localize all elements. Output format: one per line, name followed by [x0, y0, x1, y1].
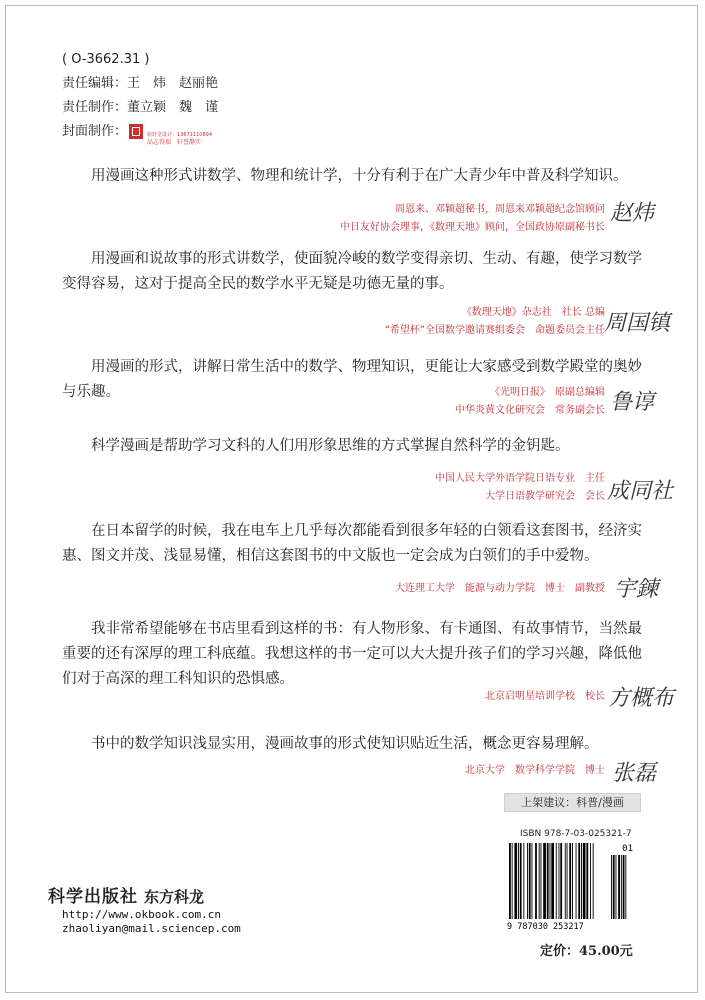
- signature-5: 宇鍊: [614, 577, 659, 602]
- attribution-line: 北京大学 数学科学学院 博士: [465, 765, 605, 776]
- quote-3: 用漫画的形式，讲解日常生活中的数学、物理知识，更能让大家感受到数学殿堂的奥妙与乐趣。: [62, 359, 642, 400]
- barcode-bar: [518, 843, 519, 919]
- quote-1: 用漫画这种形式讲数学、物理和统计学，十分有利于在广大青少年中普及科学知识。: [91, 168, 628, 184]
- attribution-line: “希望杯”全国数学邀请赛组委会 命题委员会主任: [384, 325, 605, 336]
- barcode-bar: [581, 843, 582, 919]
- barcode-addon-bar: [611, 855, 612, 919]
- credits-block: [62, 48, 221, 144]
- barcode-addon-digits: 01: [622, 844, 633, 854]
- barcode-bar: [514, 843, 517, 919]
- attribution-line: 中日友好协会理事，《数理天地》顾问，全国政协原副秘书长: [340, 222, 605, 233]
- barcode-bar: [551, 843, 554, 919]
- cover-design-row: [62, 120, 221, 144]
- editor-label: 责任编辑：: [62, 76, 128, 91]
- editor-names: 王 炜 赵丽艳: [127, 76, 219, 91]
- barcode-bar: [569, 843, 571, 919]
- barcode-bar: [539, 843, 540, 919]
- barcode-bars: [509, 843, 594, 919]
- barcode-bar: [547, 843, 549, 919]
- signature-3: 鲁谆: [610, 390, 655, 415]
- barcode-addon-bar: [616, 855, 617, 919]
- quote-5: 在日本留学的时候，我在电车上几乎每次都能看到很多年轻的白领看这套图书，经济实惠、图文并茂、浅显易懂，相信这套图书的中文版也一定会成为白领们的手中爱物。: [62, 523, 642, 564]
- publisher-url: http://www.okbook.com.cn: [62, 908, 221, 921]
- quote-4: 科学漫画是帮助学习文科的人们用形象思维的方式掌握自然科学的金钥匙。: [91, 438, 570, 454]
- barcode-bar: [593, 843, 594, 919]
- designer-line-1: 铭轩堂设计：13671110894: [147, 132, 213, 138]
- barcode-bar: [512, 843, 513, 919]
- barcode-bar: [572, 843, 573, 919]
- barcode-bar: [565, 843, 566, 919]
- price-label: 定价：45.00元: [540, 944, 633, 959]
- barcode-bar: [543, 843, 546, 919]
- attribution-line: 大连理工大学 能源与动力学院 博士 副教授: [395, 583, 605, 594]
- barcode-bar: [529, 843, 531, 919]
- barcode-addon-bar: [618, 855, 620, 919]
- production-names: 董立颖 魏 谨: [127, 100, 219, 115]
- attribution-2: [385, 304, 605, 340]
- barcode-bar: [559, 843, 560, 919]
- attribution-line: 周恩来、邓颖超秘书，周恩来邓颖超纪念馆顾问: [395, 204, 605, 215]
- barcode-bar: [520, 843, 522, 919]
- signature-7: 张磊: [612, 761, 657, 786]
- editor-row: [62, 72, 221, 96]
- attribution-line: 中国人民大学外语学院日语专业 主任: [435, 473, 605, 484]
- signature-2: 周国镇: [604, 311, 671, 336]
- attribution-line: 北京启明星培训学校 校长: [485, 691, 605, 702]
- designer-line-2: 品志得瑞 轩誉静实: [147, 139, 202, 146]
- designer-seal-icon: [129, 124, 143, 139]
- production-label: 责任制作：: [62, 100, 128, 115]
- publisher-logo: [48, 882, 204, 907]
- signature-6: 方概布: [608, 686, 675, 711]
- isbn-barcode: [505, 839, 640, 932]
- barcode-addon-bar: [621, 855, 622, 919]
- barcode-bar: [550, 843, 551, 919]
- attribution-3: [455, 384, 605, 420]
- attribution-1: [340, 201, 605, 237]
- barcode-bar: [578, 843, 580, 919]
- catalog-code: ( O-3662.31 ): [62, 52, 150, 67]
- barcode-addon-bar: [625, 855, 626, 919]
- attribution-line: 中华炎黄文化研究会 常务副会长: [455, 405, 605, 416]
- isbn-text: ISBN 978-7-03-025321-7: [520, 829, 632, 839]
- barcode-bar: [586, 843, 588, 919]
- signature-1: 赵炜: [610, 201, 655, 226]
- attribution-line: 大学日语教学研究会 会长: [485, 491, 605, 502]
- barcode-bar: [590, 843, 591, 919]
- designer-logo: [129, 124, 221, 146]
- barcode-bar: [523, 843, 524, 919]
- publisher-imprint: 东方科龙: [144, 888, 205, 906]
- barcode-bar: [509, 843, 511, 919]
- barcode-bar: [535, 843, 537, 919]
- barcode-bar: [541, 843, 542, 919]
- attribution-line: 《数理天地》杂志社 社长 总编: [461, 307, 605, 318]
- publisher-contact: [62, 908, 241, 936]
- barcode-bar: [576, 843, 577, 919]
- barcode-addon-bar: [623, 855, 625, 919]
- attribution-6: [485, 688, 605, 706]
- barcode-bar: [567, 843, 568, 919]
- quote-2: 用漫画和说故事的形式讲数学，使面貌冷峻的数学变得亲切、生动、有趣，使学习数学变得容易，这对于提高全民的数学水平无疑是功德无量的事。: [62, 251, 642, 292]
- attribution-line: 《光明日报》 原副总编辑: [490, 387, 605, 398]
- attribution-4: [435, 470, 605, 506]
- barcode-addon-bar: [613, 855, 615, 919]
- signature-4: 成同社: [607, 479, 674, 504]
- quote-6: 我非常希望能够在书店里看到这样的书：有人物形象、有卡通图、有故事情节，当然最重要的还有深厚的理工科底蕴。我想这样的书一定可以大大提升孩子们的学习兴趣，降低他们对于高深的理工科知识的恐惧感。: [62, 621, 642, 687]
- quote-7: 书中的数学知识浅显实用，漫画故事的形式使知识贴近生活，概念更容易理解。: [91, 736, 599, 752]
- attribution-5: [395, 580, 605, 598]
- barcode-bar: [527, 843, 528, 919]
- publisher-name: 科学出版社: [48, 887, 138, 907]
- barcode-bar: [560, 843, 562, 919]
- production-row: [62, 96, 221, 120]
- barcode-addon-bars: [611, 855, 626, 919]
- barcode-bar: [532, 843, 533, 919]
- publisher-email: zhaoliyan@mail.sciencep.com: [62, 922, 241, 935]
- attribution-7: [465, 762, 605, 780]
- cover-label: 封面制作：: [62, 124, 128, 139]
- shelf-advice-label: 上架建议：科普/漫画: [504, 793, 641, 812]
- barcode-bar: [556, 843, 557, 919]
- barcode-digits: 9 787030 253217: [507, 922, 584, 932]
- barcode-bar: [583, 843, 586, 919]
